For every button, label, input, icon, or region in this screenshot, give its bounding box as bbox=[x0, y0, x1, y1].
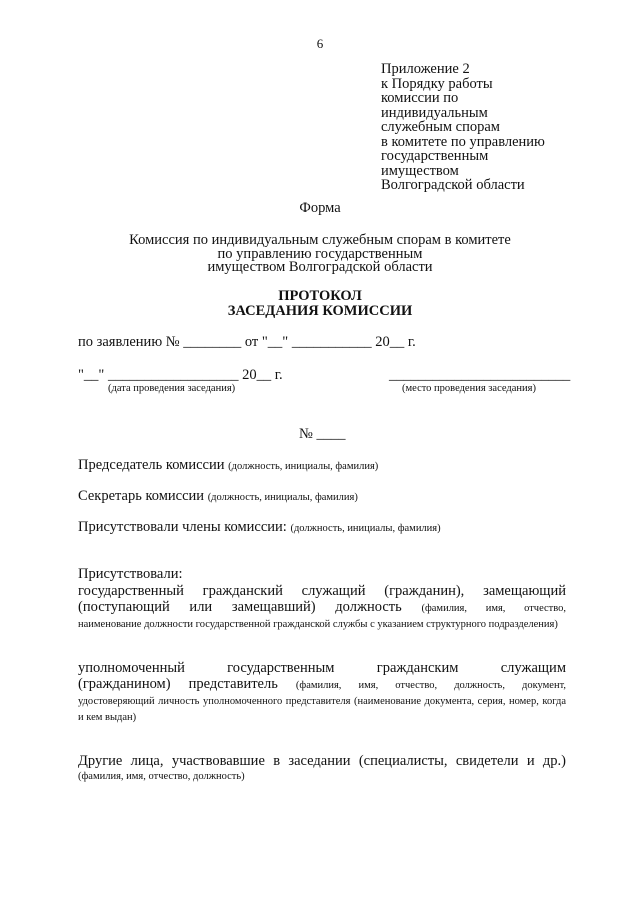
commission-line: по управлению государственным bbox=[217, 245, 423, 262]
appendix-line: государственным bbox=[381, 148, 489, 164]
appendix-line: к Порядку работы bbox=[381, 75, 493, 92]
members-line bbox=[78, 519, 441, 536]
representative-line-2-hint: (фамилия, имя, отчество, должность, документ, bbox=[295, 680, 566, 691]
representative-line-2-text: (гражданином) представитель bbox=[78, 676, 278, 692]
chairman-label: Председатель комиссии bbox=[78, 457, 225, 473]
appendix-line: Волгоградской области bbox=[381, 177, 525, 193]
title-line-meeting: ЗАСЕДАНИЯ КОМИССИИ bbox=[227, 302, 413, 319]
secretary-hint: (должность, инициалы, фамилия) bbox=[207, 492, 358, 503]
page-number: 6 bbox=[316, 36, 324, 51]
representative-line-1: уполномоченный государственным гражданским служащим bbox=[78, 660, 566, 676]
servant-line-2 bbox=[78, 599, 566, 617]
chairman-hint: (должность, инициалы, фамилия) bbox=[228, 461, 379, 472]
document-title bbox=[0, 289, 640, 318]
servant-line-2-text: (поступающий или замещавший) должность bbox=[78, 599, 402, 615]
servant-line-1: государственный гражданский служащий (гражданин), замещающий bbox=[78, 583, 566, 599]
representative-hint: удостоверяющий личность уполномоченного представителя (наименование документа, серия, номер, когда и кем выдан) bbox=[78, 696, 566, 723]
date-line: "__" __________________ 20__ г. bbox=[78, 367, 283, 383]
title-line-protocol: ПРОТОКОЛ bbox=[278, 288, 362, 304]
form-label: Форма bbox=[299, 200, 341, 216]
application-line: по заявлению № ________ от "__" ___________ 20__ г. bbox=[78, 334, 416, 350]
appendix-line: служебным спорам bbox=[381, 119, 500, 135]
servant-block bbox=[78, 583, 566, 633]
representative-line-2 bbox=[78, 676, 566, 694]
secretary-label: Секретарь комиссии bbox=[78, 488, 205, 504]
commission-line: Комиссия по индивидуальным служебным спорам в комитете bbox=[129, 232, 511, 248]
present-label: Присутствовали: bbox=[78, 566, 183, 582]
appendix-line: в комитете по управлению bbox=[381, 133, 545, 150]
others-block bbox=[78, 753, 566, 785]
appendix-line: индивидуальным bbox=[381, 104, 488, 121]
appendix-line: Приложение 2 bbox=[381, 61, 470, 77]
appendix-block bbox=[381, 62, 545, 193]
secretary-line bbox=[78, 488, 358, 505]
commission-heading bbox=[0, 234, 640, 275]
members-hint: (должность, инициалы, фамилия) bbox=[290, 523, 441, 534]
date-caption: (дата проведения заседания) bbox=[108, 383, 236, 394]
place-caption: (место проведения заседания) bbox=[402, 383, 536, 394]
others-text: Другие лица, участвовавшие в заседании (специалисты, свидетели и др.) bbox=[78, 753, 566, 769]
servant-line-2-hint: (фамилия, имя, отчество, bbox=[421, 603, 567, 614]
chairman-line bbox=[78, 457, 378, 474]
others-hint: (фамилия, имя, отчество, должность) bbox=[78, 771, 245, 782]
appendix-line: имуществом bbox=[381, 162, 459, 179]
members-label: Присутствовали члены комиссии: bbox=[78, 519, 287, 535]
representative-block bbox=[78, 660, 566, 726]
appendix-line: комиссии по bbox=[381, 90, 459, 106]
protocol-number: № ____ bbox=[299, 426, 346, 442]
servant-hint: наименование должности государственной гражданской службы с указанием структурного подразделения) bbox=[78, 619, 558, 630]
place-line: _________________________ bbox=[389, 367, 571, 383]
commission-line: имуществом Волгоградской области bbox=[207, 259, 433, 275]
